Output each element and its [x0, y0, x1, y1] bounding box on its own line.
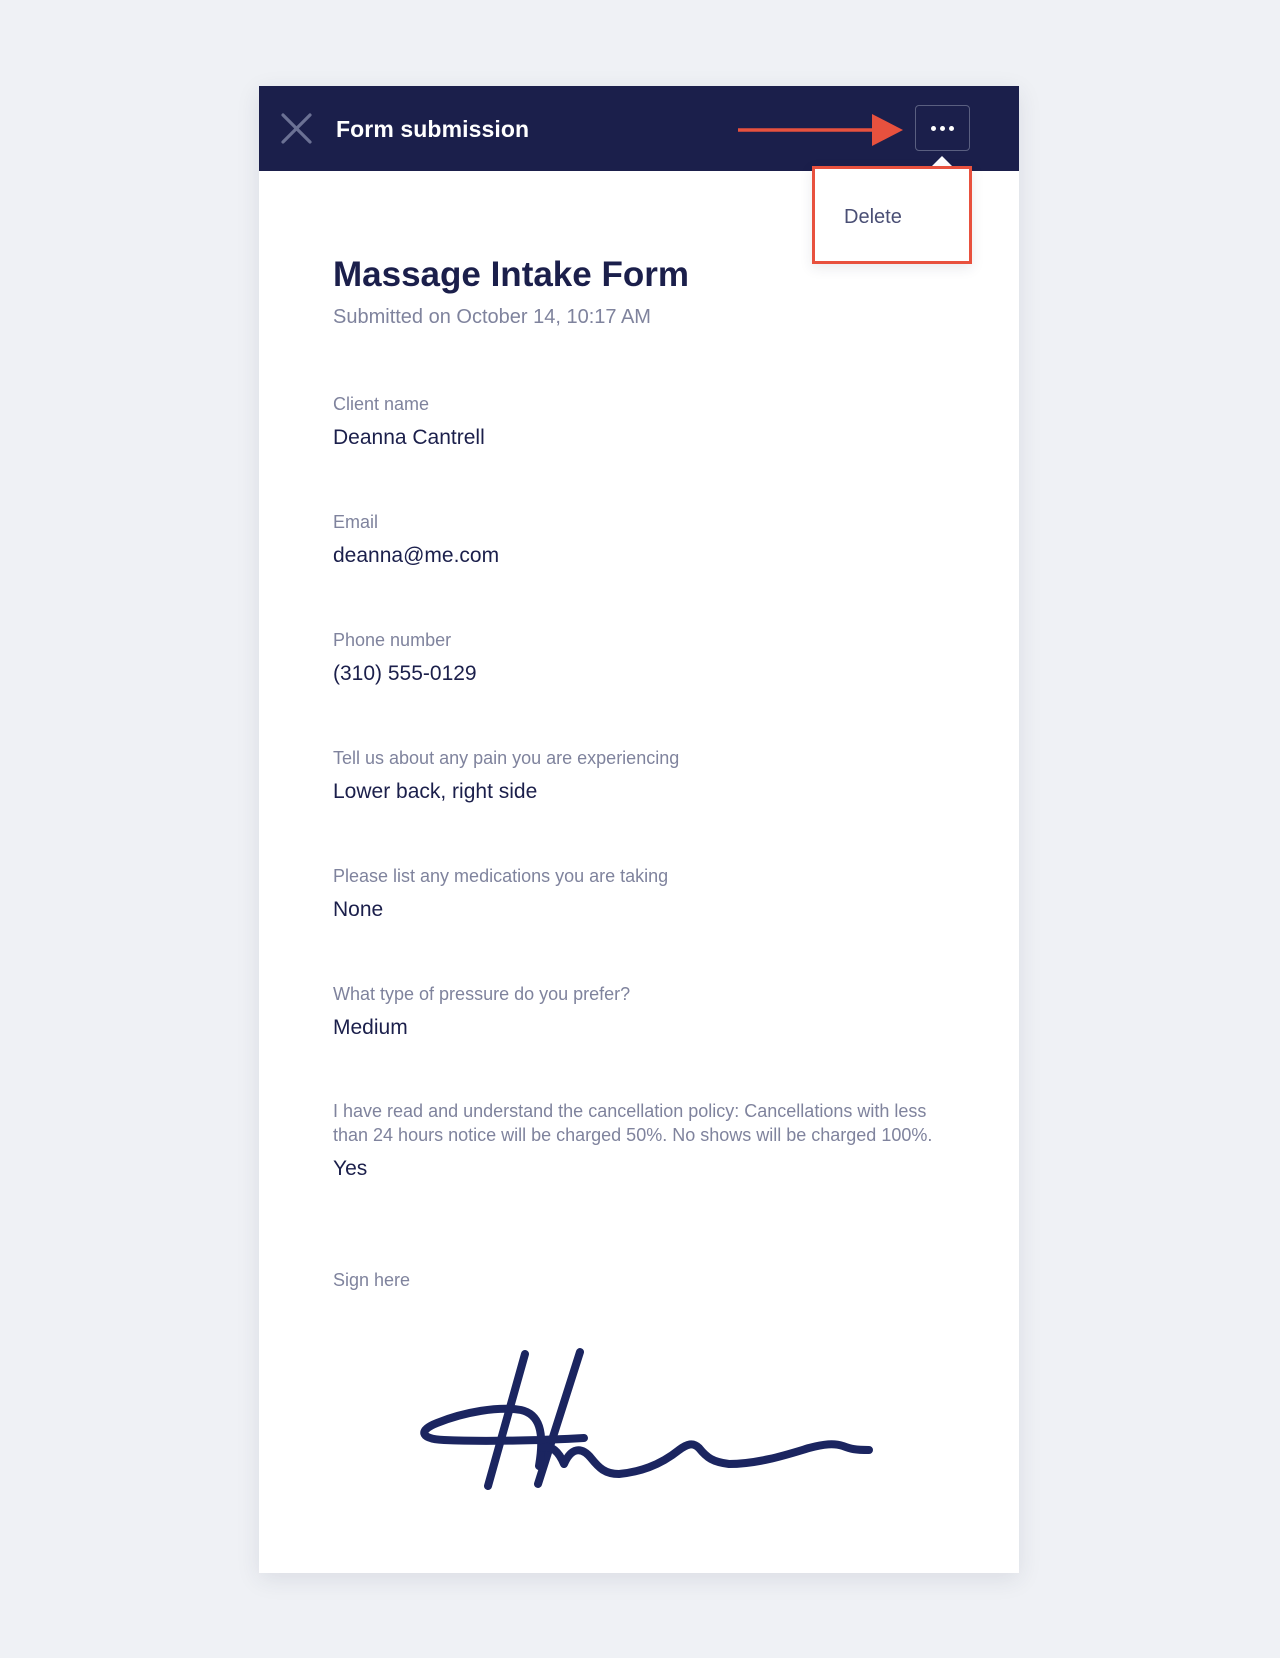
field-value: Yes	[333, 1157, 368, 1180]
panel-header	[259, 86, 1019, 171]
field-client-name	[333, 392, 953, 452]
field-value: deanna@me.com	[333, 544, 500, 567]
field-label: Client name	[333, 394, 430, 414]
more-options-button[interactable]	[915, 105, 970, 151]
field-value: Deanna Cantrell	[333, 426, 485, 449]
field-value: (310) 555-0129	[333, 662, 477, 685]
more-horizontal-icon	[931, 126, 954, 131]
field-pain	[333, 746, 953, 806]
field-value: Medium	[333, 1016, 408, 1039]
field-signature	[333, 1268, 953, 1292]
field-label: Tell us about any pain you are experiencing	[333, 748, 680, 768]
field-label: What type of pressure do you prefer?	[333, 984, 631, 1004]
options-menu	[812, 166, 972, 264]
field-label: Sign here	[333, 1270, 411, 1290]
form-title: Massage Intake Form	[333, 255, 689, 294]
field-pressure	[333, 982, 953, 1042]
close-button[interactable]	[279, 112, 315, 148]
form-submission-panel	[259, 86, 1019, 1573]
field-phone-number	[333, 628, 953, 688]
menu-item-delete[interactable]: Delete	[844, 206, 902, 228]
field-value: Lower back, right side	[333, 780, 538, 803]
submission-timestamp: Submitted on October 14, 10:17 AM	[333, 306, 651, 328]
field-email	[333, 510, 953, 570]
close-icon	[279, 112, 315, 148]
annotation-arrow-icon	[738, 112, 908, 148]
field-medications	[333, 864, 953, 924]
field-label: I have read and understand the cancellation policy: Cancellations with less than 24 hours notice will be charged 50%. No shows will be charged 100%.	[333, 1101, 933, 1145]
field-label: Phone number	[333, 630, 452, 650]
field-value: None	[333, 898, 384, 921]
header-title: Form submission	[336, 116, 530, 142]
field-label: Please list any medications you are taking	[333, 866, 669, 886]
field-label: Email	[333, 512, 379, 532]
field-cancellation-policy	[333, 1099, 943, 1183]
